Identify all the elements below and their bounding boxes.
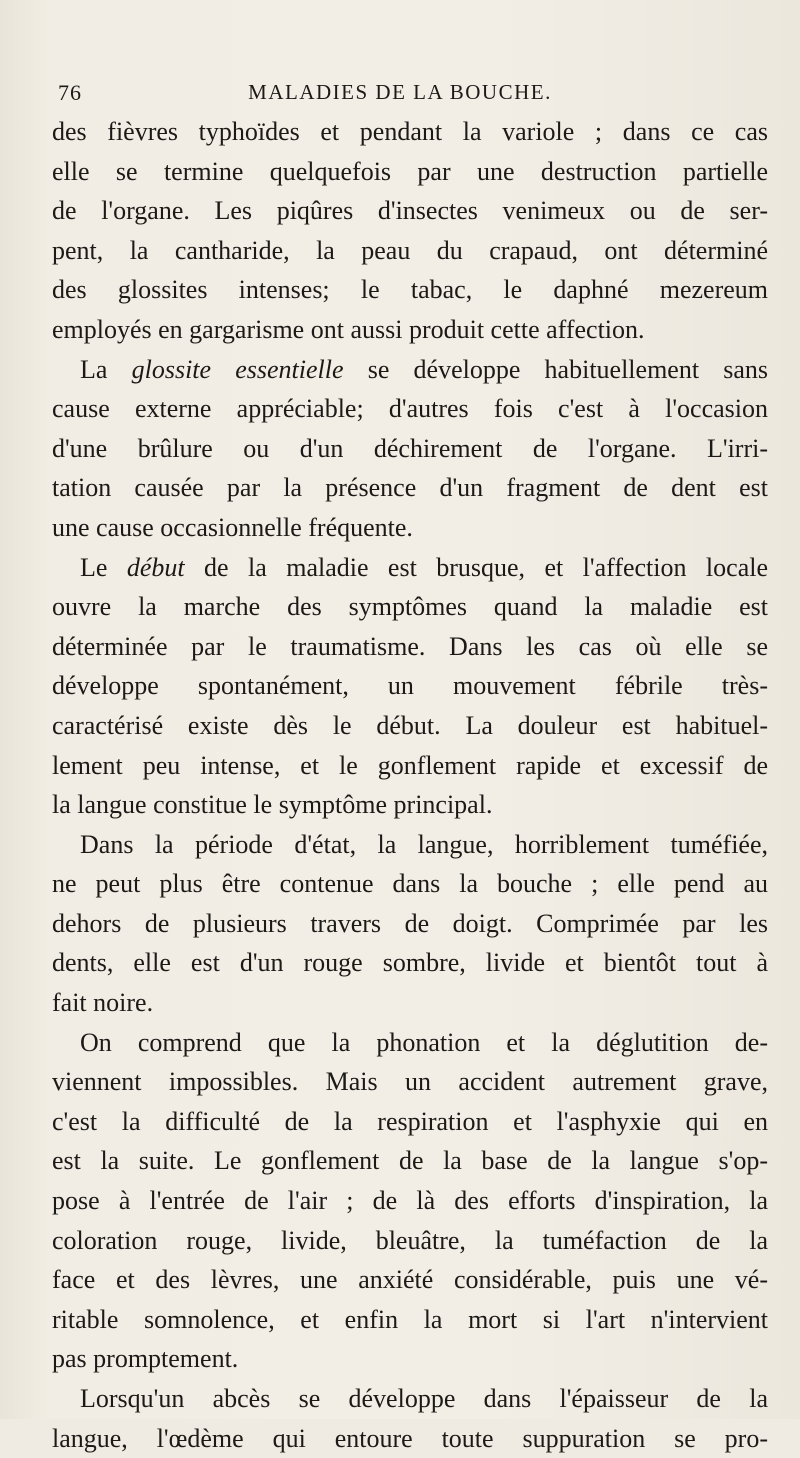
text-line: ritable somnolence, et enfin la mort si l'art n'intervient [52,1304,768,1334]
text-line: déterminée par le traumatisme. Dans les cas où elle se [52,631,768,661]
text-line: viennent impossibles. Mais un accident autrement grave, [52,1067,768,1097]
text-segment: Le [80,552,127,582]
text-line: de l'organe. Les piqûres d'insectes venimeux ou de ser- [52,196,768,226]
text-line: lement peu intense, et le gonflement rapide et excessif de [52,750,768,780]
text-line: des fièvres typhoïdes et pendant la variole ; dans ce cas [52,117,768,146]
text-line: tation causée par la présence d'un fragment de dent est [52,473,768,503]
text-line: la langue constitue le symptôme principal. [52,790,493,820]
text-line: pas promptement. [52,1344,239,1374]
page-header [0,76,800,106]
text-segment: de la maladie est brusque, et l'affection locale [184,552,769,582]
text-line: est la suite. Le gonflement de la base de la langue s'op- [52,1146,768,1176]
text-line: caractérisé existe dès le début. La douleur est habituel- [52,710,768,740]
italic-term: glossite essentielle [131,354,344,384]
body-text [52,112,768,1458]
text-line: dents, elle est d'un rouge sombre, livide et bientôt tout à [52,948,768,978]
text-line: c'est la difficulté de la respiration et l'asphyxie qui en [52,1106,768,1136]
text-line: ne peut plus être contenue dans la bouche ; elle pend au [52,869,768,899]
text-line: une cause occasionnelle fréquente. [52,512,413,542]
text-line: On comprend que la phonation et la déglutition de- [80,1027,768,1057]
text-line: ouvre la marche des symptômes quand la maladie est [52,592,768,622]
text-line: langue, l'œdème qui entoure toute suppuration se pro- [52,1423,768,1453]
text-segment: se développe habituellement sans [343,354,769,384]
page-number: 76 [58,80,82,105]
text-line: pose à l'entrée de l'air ; de là des efforts d'inspiration, la [52,1186,768,1216]
text-line: dehors de plusieurs travers de doigt. Comprimée par les [52,908,768,938]
text-line: Lorsqu'un abcès se développe dans l'épaisseur de la [80,1384,768,1413]
text-line: Dans la période d'état, la langue, horriblement tuméfiée, [80,829,768,859]
text-line: développe spontanément, un mouvement fébrile très- [52,671,768,701]
text-line [52,350,768,390]
text-segment: La [80,354,132,384]
text-line: fait noire. [52,988,154,1018]
running-title: MALADIES DE LA BOUCHE. [248,80,552,104]
text-line: pent, la cantharide, la peau du crapaud, ont déterminé [52,235,768,265]
text-line: des glossites intenses; le tabac, le daphné mezereum [52,275,768,305]
text-line: elle se termine quelquefois par une destruction partielle [52,156,768,186]
text-line: d'une brûlure ou d'un déchirement de l'organe. L'irri- [52,433,768,463]
text-line: cause externe appréciable; d'autres fois c'est à l'occasion [52,394,768,424]
text-line: face et des lèvres, une anxiété considérable, puis une vé- [52,1265,768,1295]
text-line: employés en gargarisme ont aussi produit cette affection. [52,314,645,344]
text-line: coloration rouge, livide, bleuâtre, la tuméfaction de la [52,1225,768,1255]
text-line [52,548,768,588]
italic-term: début [126,552,185,582]
